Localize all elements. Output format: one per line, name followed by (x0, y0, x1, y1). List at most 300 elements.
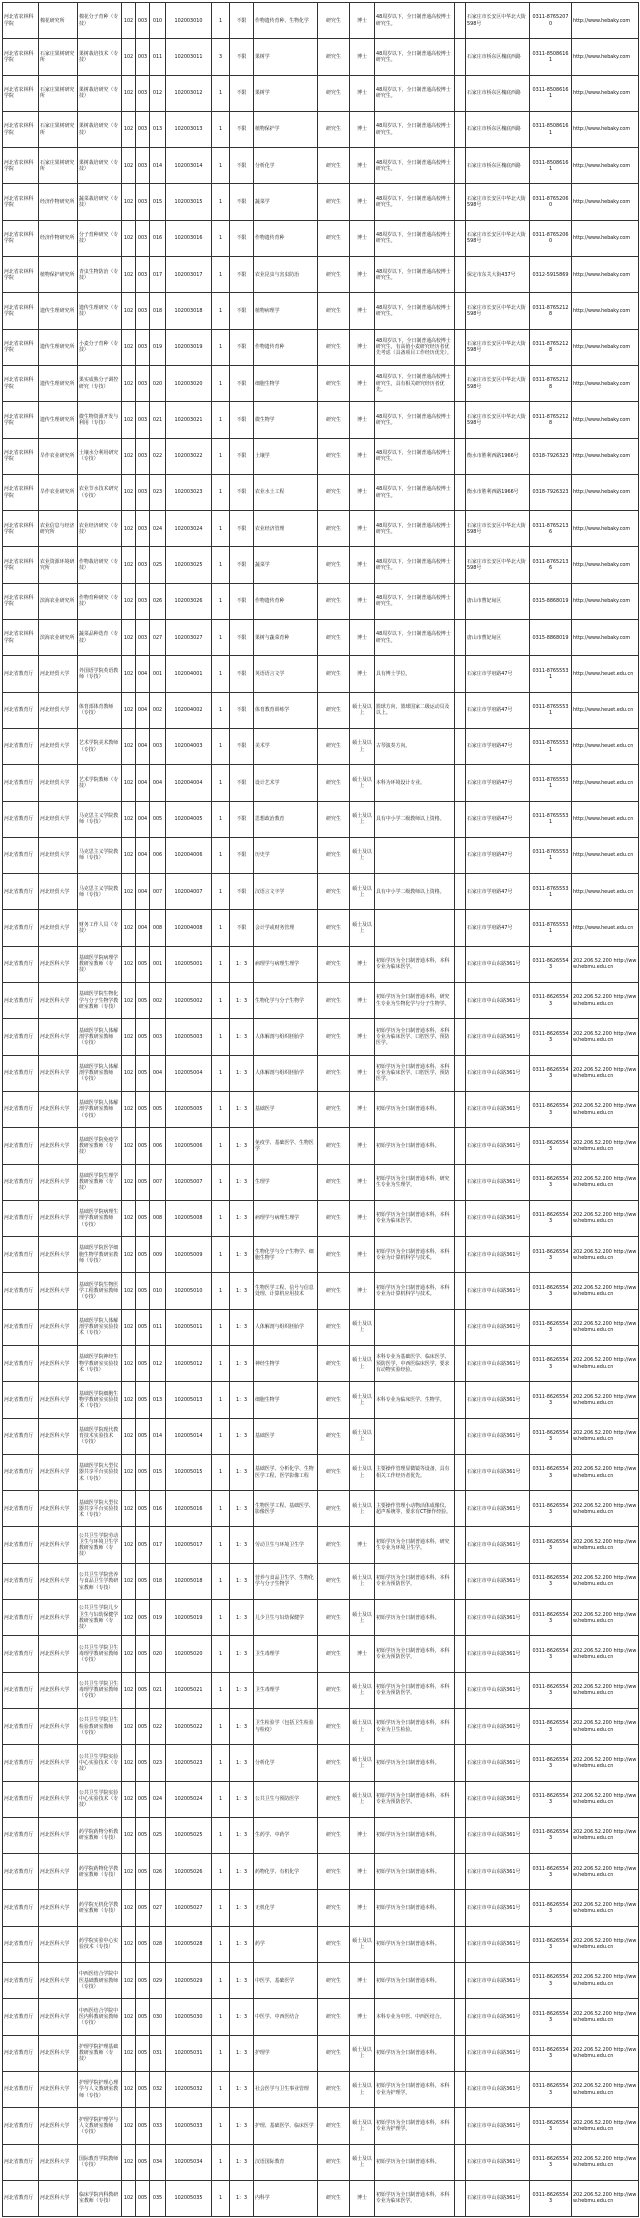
headcount-cell: 1 (212, 1382, 230, 1418)
department-cell: 河北省教育厅 (3, 1781, 39, 1817)
post-name-cell: 棉花分子育种（专技） (78, 3, 122, 39)
phone-cell: 0311-87655531 (530, 692, 572, 728)
degree-cell: 博士 (350, 583, 375, 619)
address-cell: 石家庄市中山东路361号 (466, 1963, 530, 1999)
department-cell: 河北省教育厅 (3, 1708, 39, 1744)
post-code-cell: 102003011 (166, 39, 212, 75)
post-code-cell: 102005009 (166, 1237, 212, 1273)
address-cell: 石家庄市中山东路361号 (466, 1128, 530, 1164)
requirements-cell: 初始学历为全日制普通本科，本科专业为预防医学。 (375, 1563, 455, 1599)
seq-cell: 020 (150, 365, 166, 401)
remark-cell (455, 1745, 466, 1781)
requirements-cell: 48周岁以下，全日制普通高校博士研究生。 (375, 583, 455, 619)
department-cell: 河北省教育厅 (3, 1418, 39, 1454)
address-cell: 石家庄市中山东路361号 (466, 1745, 530, 1781)
degree-cell: 博士 (350, 438, 375, 474)
address-cell: 石家庄市中山东路361号 (466, 1237, 530, 1273)
department-cell: 河北省教育厅 (3, 1200, 39, 1236)
sub-code-cell: 005 (136, 1745, 150, 1781)
education-cell: 研究生 (318, 1454, 350, 1490)
department-cell: 河北省教育厅 (3, 1164, 39, 1200)
unit-cell: 遗传生理研究所 (39, 329, 78, 365)
education-cell: 研究生 (318, 365, 350, 401)
post-code-cell: 102003026 (166, 583, 212, 619)
degree-cell: 博士 (350, 547, 375, 583)
table-row (3, 148, 639, 184)
requirements-cell: 具有中小学二级教师以上资格。 (375, 874, 455, 910)
recruitment-table-sheet (2, 2, 638, 2216)
department-cell: 河北省教育厅 (3, 1672, 39, 1708)
major-cell: 生物医学工程、信号与信息处理、计算机应用技术 (254, 1273, 318, 1309)
remark-cell (455, 1055, 466, 1091)
ratio-cell: 不限 (230, 75, 254, 111)
headcount-cell: 1 (212, 474, 230, 510)
post-code-cell: 102005011 (166, 1309, 212, 1345)
website-cell: http://www.hebaky.com (572, 148, 639, 184)
education-cell: 研究生 (318, 293, 350, 329)
degree-cell: 硕士及以上 (350, 1345, 375, 1381)
requirements-cell: 48周岁以下，全日制普通高校博士研究生。 (375, 111, 455, 147)
post-name-cell: 马克思主义学院教师（专技） (78, 801, 122, 837)
ratio-cell: 1：3 (230, 946, 254, 982)
remark-cell (455, 765, 466, 801)
unit-cell: 河北医科大学 (39, 1527, 78, 1563)
requirements-cell: 初始学历为全日制普通本科，本科专业为卫生检验。 (375, 1708, 455, 1744)
requirements-cell: 初始学历为全日制普通本科。 (375, 1963, 455, 1999)
major-cell: 人体解剖与组织胚胎学 (254, 1055, 318, 1091)
post-code-cell: 102005023 (166, 1745, 212, 1781)
degree-cell: 硕士及以上 (350, 2035, 375, 2071)
sub-code-cell: 005 (136, 2108, 150, 2144)
website-cell: 202.206.52.200 http://www.hebmu.edu.cn (572, 1200, 639, 1236)
sub-code-cell: 005 (136, 1781, 150, 1817)
headcount-cell: 1 (212, 1527, 230, 1563)
unit-cell: 河北医科大学 (39, 1273, 78, 1309)
phone-cell: 0311-86265543 (530, 1055, 572, 1091)
post-name-cell: 护理学院护理基础教研室教师（专技） (78, 2035, 122, 2071)
ratio-cell: 1：3 (230, 1164, 254, 1200)
table-row (3, 1563, 639, 1599)
address-cell: 石家庄市长安区中华北大街598号 (466, 184, 530, 220)
requirements-cell: 具有博士学位。 (375, 656, 455, 692)
sub-code-cell: 005 (136, 1164, 150, 1200)
sub-code-cell: 005 (136, 1890, 150, 1926)
requirements-cell: 主要操作管理显微镜等设备，具有相关工作经历者优先。 (375, 1454, 455, 1490)
major-cell: 儿少卫生与妇幼保健学 (254, 1600, 318, 1636)
degree-cell: 硕士及以上 (350, 1491, 375, 1527)
department-cell: 河北省农林科学院 (3, 184, 39, 220)
requirements-cell: 48周岁以下，全日制普通高校博士研究生。 (375, 293, 455, 329)
requirements-cell: 初始学历为全日制普通本科。 (375, 1128, 455, 1164)
phone-cell: 0311-85086161 (530, 39, 572, 75)
seq-cell: 029 (150, 1963, 166, 1999)
major-cell: 历史学 (254, 837, 318, 873)
remark-cell (455, 2071, 466, 2107)
unit-cell: 河北医科大学 (39, 1454, 78, 1490)
sub-code-cell: 005 (136, 1128, 150, 1164)
table-row (3, 874, 639, 910)
remark-cell (455, 1781, 466, 1817)
unit-code-cell: 102 (122, 438, 136, 474)
phone-cell: 0311-87652128 (530, 402, 572, 438)
department-cell: 河北省教育厅 (3, 1636, 39, 1672)
remark-cell (455, 1672, 466, 1708)
seq-cell: 001 (150, 656, 166, 692)
table-row (3, 728, 639, 764)
education-cell: 研究生 (318, 2035, 350, 2071)
unit-code-cell: 102 (122, 1237, 136, 1273)
major-cell: 农业经济管理 (254, 511, 318, 547)
sub-code-cell: 003 (136, 474, 150, 510)
seq-cell: 025 (150, 547, 166, 583)
table-row (3, 1418, 639, 1454)
remark-cell (455, 1600, 466, 1636)
sub-code-cell: 005 (136, 1817, 150, 1853)
headcount-cell: 1 (212, 111, 230, 147)
unit-cell: 河北医科大学 (39, 983, 78, 1019)
phone-cell: 0315-8868019 (530, 620, 572, 656)
phone-cell: 0311-86265543 (530, 1854, 572, 1890)
remark-cell (455, 2108, 466, 2144)
sub-code-cell: 005 (136, 1708, 150, 1744)
department-cell: 河北省教育厅 (3, 1345, 39, 1381)
headcount-cell: 1 (212, 1273, 230, 1309)
seq-cell: 030 (150, 1999, 166, 2035)
sub-code-cell: 005 (136, 1963, 150, 1999)
education-cell: 研究生 (318, 946, 350, 982)
requirements-cell: 主要操作管理小动物活体成像仪、超声系统等，要求有CT操作经验。 (375, 1491, 455, 1527)
sub-code-cell: 003 (136, 220, 150, 256)
unit-code-cell: 102 (122, 801, 136, 837)
seq-cell: 027 (150, 1890, 166, 1926)
address-cell: 唐山市曹妃甸区 (466, 620, 530, 656)
seq-cell: 014 (150, 148, 166, 184)
major-cell: 作物遗传育种、生物化学 (254, 3, 318, 39)
seq-cell: 022 (150, 1708, 166, 1744)
department-cell: 河北省教育厅 (3, 1128, 39, 1164)
website-cell: http://www.heuet.edu.cn (572, 874, 639, 910)
headcount-cell: 1 (212, 2180, 230, 2216)
degree-cell: 博士 (350, 1128, 375, 1164)
remark-cell (455, 1418, 466, 1454)
website-cell: 202.206.52.200 http://www.hebmu.edu.cn (572, 1781, 639, 1817)
degree-cell: 硕士及以上 (350, 801, 375, 837)
address-cell: 石家庄市学府路47号 (466, 910, 530, 946)
table-row (3, 2180, 639, 2216)
unit-cell: 经济作物研究所 (39, 184, 78, 220)
address-cell: 石家庄市学府路47号 (466, 692, 530, 728)
requirements-cell (375, 1418, 455, 1454)
seq-cell: 014 (150, 1418, 166, 1454)
table-row (3, 1854, 639, 1890)
unit-cell: 河北医科大学 (39, 1128, 78, 1164)
remark-cell (455, 692, 466, 728)
post-name-cell: 财务工作人员（专技） (78, 910, 122, 946)
headcount-cell: 1 (212, 1672, 230, 1708)
website-cell: 202.206.52.200 http://www.hebmu.edu.cn (572, 1309, 639, 1345)
degree-cell: 博士 (350, 620, 375, 656)
sub-code-cell: 005 (136, 2180, 150, 2216)
major-cell: 农业水土工程 (254, 474, 318, 510)
sub-code-cell: 005 (136, 983, 150, 1019)
remark-cell (455, 1817, 466, 1853)
headcount-cell: 1 (212, 1817, 230, 1853)
sub-code-cell: 005 (136, 1636, 150, 1672)
table-row (3, 1345, 639, 1381)
table-row (3, 547, 639, 583)
table-row (3, 765, 639, 801)
remark-cell (455, 148, 466, 184)
major-cell: 细胞生物学 (254, 365, 318, 401)
ratio-cell: 1：3 (230, 1672, 254, 1708)
table-row (3, 184, 639, 220)
degree-cell: 博士 (350, 1890, 375, 1926)
education-cell: 研究生 (318, 402, 350, 438)
website-cell: 202.206.52.200 http://www.hebmu.edu.cn (572, 1273, 639, 1309)
phone-cell: 0311-87655531 (530, 837, 572, 873)
unit-code-cell: 102 (122, 111, 136, 147)
seq-cell: 018 (150, 293, 166, 329)
unit-cell: 河北医科大学 (39, 1382, 78, 1418)
education-cell: 研究生 (318, 2071, 350, 2107)
website-cell: 202.206.52.200 http://www.hebmu.edu.cn (572, 1999, 639, 2035)
remark-cell (455, 2144, 466, 2180)
requirements-cell: 初始学历为全日制普通本科，本科专业为护理学。 (375, 2108, 455, 2144)
unit-cell: 石家庄果树研究所 (39, 39, 78, 75)
table-row (3, 111, 639, 147)
phone-cell: 0311-86265543 (530, 1563, 572, 1599)
unit-cell: 河北医科大学 (39, 2108, 78, 2144)
requirements-cell: 初始学历为全日制普通本科，本科专业为护理学。 (375, 2071, 455, 2107)
website-cell: 202.206.52.200 http://www.hebmu.edu.cn (572, 2180, 639, 2216)
seq-cell: 024 (150, 511, 166, 547)
remark-cell (455, 801, 466, 837)
sub-code-cell: 004 (136, 656, 150, 692)
education-cell: 研究生 (318, 438, 350, 474)
department-cell: 河北省教育厅 (3, 1817, 39, 1853)
unit-cell: 河北医科大学 (39, 1672, 78, 1708)
education-cell: 研究生 (318, 1926, 350, 1962)
ratio-cell: 不限 (230, 39, 254, 75)
post-code-cell: 102004003 (166, 728, 212, 764)
seq-cell: 005 (150, 1091, 166, 1127)
remark-cell (455, 1019, 466, 1055)
table-row (3, 1091, 639, 1127)
degree-cell: 博士 (350, 365, 375, 401)
education-cell: 研究生 (318, 1563, 350, 1599)
seq-cell: 024 (150, 1781, 166, 1817)
department-cell: 河北省教育厅 (3, 2180, 39, 2216)
remark-cell (455, 1854, 466, 1890)
major-cell: 作物遗传育种 (254, 329, 318, 365)
unit-cell: 旱作农业研究所 (39, 438, 78, 474)
address-cell: 石家庄市学府路47号 (466, 728, 530, 764)
headcount-cell: 1 (212, 511, 230, 547)
sub-code-cell: 005 (136, 1600, 150, 1636)
unit-code-cell: 102 (122, 692, 136, 728)
major-cell: 护理学 (254, 2035, 318, 2071)
headcount-cell: 3 (212, 39, 230, 75)
website-cell: 202.206.52.200 http://www.hebmu.edu.cn (572, 1491, 639, 1527)
unit-cell: 河北医科大学 (39, 1963, 78, 1999)
phone-cell: 0311-86265543 (530, 1345, 572, 1381)
website-cell: 202.206.52.200 http://www.hebmu.edu.cn (572, 1382, 639, 1418)
unit-code-cell: 102 (122, 1164, 136, 1200)
requirements-cell: 初始学历为全日制普通本科，本科专业为计算机科学与技术。 (375, 1237, 455, 1273)
department-cell: 河北省教育厅 (3, 837, 39, 873)
ratio-cell: 1：3 (230, 1999, 254, 2035)
remark-cell (455, 1345, 466, 1381)
degree-cell: 硕士及以上 (350, 874, 375, 910)
education-cell: 研究生 (318, 3, 350, 39)
seq-cell: 032 (150, 2071, 166, 2107)
website-cell: 202.206.52.200 http://www.hebmu.edu.cn (572, 1563, 639, 1599)
headcount-cell: 1 (212, 1200, 230, 1236)
degree-cell: 硕士及以上 (350, 910, 375, 946)
post-name-cell: 体育部体育教师（专技） (78, 692, 122, 728)
post-code-cell: 102005003 (166, 1019, 212, 1055)
department-cell: 河北省教育厅 (3, 728, 39, 764)
seq-cell: 002 (150, 983, 166, 1019)
ratio-cell: 1：3 (230, 1128, 254, 1164)
headcount-cell: 1 (212, 1781, 230, 1817)
major-cell: 会计学或财务管理 (254, 910, 318, 946)
unit-code-cell: 102 (122, 1817, 136, 1853)
education-cell: 研究生 (318, 1055, 350, 1091)
table-row (3, 583, 639, 619)
unit-code-cell: 102 (122, 2035, 136, 2071)
ratio-cell: 1：3 (230, 1963, 254, 1999)
requirements-cell: 本科为环境设计专业。 (375, 765, 455, 801)
requirements-cell: 初始学历为全日制普通本科。 (375, 2144, 455, 2180)
post-name-cell: 分子育种研究（专技） (78, 220, 122, 256)
website-cell: http://www.hebaky.com (572, 547, 639, 583)
sub-code-cell: 003 (136, 3, 150, 39)
headcount-cell: 1 (212, 837, 230, 873)
unit-code-cell: 102 (122, 1636, 136, 1672)
sub-code-cell: 004 (136, 801, 150, 837)
ratio-cell: 1：3 (230, 1309, 254, 1345)
table-row (3, 837, 639, 873)
address-cell: 石家庄市中山东路361号 (466, 1382, 530, 1418)
requirements-cell: 初始学历为全日制普通本科。 (375, 1745, 455, 1781)
degree-cell: 硕士及以上 (350, 1454, 375, 1490)
requirements-cell: 初始学历为全日制普通本科。 (375, 1600, 455, 1636)
unit-code-cell: 102 (122, 148, 136, 184)
remark-cell (455, 1563, 466, 1599)
headcount-cell: 1 (212, 620, 230, 656)
unit-code-cell: 102 (122, 2180, 136, 2216)
degree-cell: 硕士及以上 (350, 2144, 375, 2180)
recruitment-table (2, 2, 639, 2217)
unit-cell: 滨海农业研究所 (39, 620, 78, 656)
department-cell: 河北省教育厅 (3, 2035, 39, 2071)
department-cell: 河北省教育厅 (3, 1600, 39, 1636)
unit-code-cell: 102 (122, 1563, 136, 1599)
table-row (3, 1382, 639, 1418)
education-cell: 研究生 (318, 1164, 350, 1200)
post-code-cell: 102004002 (166, 692, 212, 728)
post-name-cell: 基础医学院生理学教研室教师（专技） (78, 1164, 122, 1200)
table-row (3, 1273, 639, 1309)
unit-code-cell: 102 (122, 1382, 136, 1418)
headcount-cell: 1 (212, 1019, 230, 1055)
remark-cell (455, 1708, 466, 1744)
requirements-cell: 48周岁以下，全日制普通高校博士研究生。 (375, 438, 455, 474)
website-cell: http://www.hebaky.com (572, 257, 639, 293)
unit-cell: 河北医科大学 (39, 1817, 78, 1853)
post-name-cell: 基础医学院病理生理学教研室教师（专技） (78, 1200, 122, 1236)
department-cell: 河北省教育厅 (3, 1454, 39, 1490)
department-cell: 河北省教育厅 (3, 983, 39, 1019)
ratio-cell: 1：3 (230, 1273, 254, 1309)
address-cell: 石家庄市中山东路361号 (466, 1454, 530, 1490)
requirements-cell: 初始学历为全日制普通本科，本科专业为预防医学。 (375, 1672, 455, 1708)
sub-code-cell: 003 (136, 438, 150, 474)
department-cell: 河北省教育厅 (3, 1055, 39, 1091)
table-row (3, 2035, 639, 2071)
unit-cell: 河北医科大学 (39, 1708, 78, 1744)
requirements-cell: 48周岁以下，全日制普通高校博士研究生。 (375, 511, 455, 547)
website-cell: http://www.hebaky.com (572, 583, 639, 619)
degree-cell: 硕士及以上 (350, 728, 375, 764)
post-name-cell: 药学院药物分析教研室教师（专技） (78, 1817, 122, 1853)
department-cell: 河北省教育厅 (3, 1019, 39, 1055)
unit-cell: 河北医科大学 (39, 2071, 78, 2107)
unit-code-cell: 102 (122, 75, 136, 111)
ratio-cell: 1：3 (230, 2144, 254, 2180)
phone-cell: 0311-86265543 (530, 1999, 572, 2035)
post-code-cell: 102005035 (166, 2180, 212, 2216)
major-cell: 病理学与病理生理学 (254, 946, 318, 982)
table-row (3, 910, 639, 946)
requirements-cell (375, 910, 455, 946)
post-name-cell: 基础医学院大型仪器共享平台实验技术（专技） (78, 1491, 122, 1527)
ratio-cell: 不限 (230, 365, 254, 401)
department-cell: 河北省教育厅 (3, 1273, 39, 1309)
headcount-cell: 1 (212, 1926, 230, 1962)
ratio-cell: 1：3 (230, 983, 254, 1019)
address-cell: 石家庄市中山东路361号 (466, 1672, 530, 1708)
ratio-cell: 不限 (230, 656, 254, 692)
major-cell: 中医学、基础医学 (254, 1963, 318, 1999)
phone-cell: 0311-86265543 (530, 1817, 572, 1853)
table-row (3, 293, 639, 329)
seq-cell: 026 (150, 1854, 166, 1890)
website-cell: 202.206.52.200 http://www.hebmu.edu.cn (572, 1745, 639, 1781)
degree-cell: 硕士及以上 (350, 2071, 375, 2107)
remark-cell (455, 111, 466, 147)
unit-code-cell: 102 (122, 1091, 136, 1127)
ratio-cell: 不限 (230, 329, 254, 365)
requirements-cell: 具有中小学二级教师以上资格。 (375, 801, 455, 837)
phone-cell: 0311-87655531 (530, 801, 572, 837)
unit-cell: 河北经贸大学 (39, 728, 78, 764)
sub-code-cell: 004 (136, 874, 150, 910)
website-cell: 202.206.52.200 http://www.hebmu.edu.cn (572, 1454, 639, 1490)
address-cell: 石家庄市中山东路361号 (466, 1164, 530, 1200)
remark-cell (455, 75, 466, 111)
degree-cell: 硕士及以上 (350, 1672, 375, 1708)
requirements-cell: 初始学历为全日制普通本科。 (375, 2035, 455, 2071)
post-name-cell: 基础医学院生物化学与分子生物学教研室教师（专技） (78, 983, 122, 1019)
address-cell: 石家庄市中山东路361号 (466, 1273, 530, 1309)
post-code-cell: 102005002 (166, 983, 212, 1019)
headcount-cell: 1 (212, 1563, 230, 1599)
major-cell: 作物遗传育种 (254, 583, 318, 619)
ratio-cell: 1：3 (230, 1055, 254, 1091)
post-name-cell: 基础医学院病理学教研室教师（专技） (78, 946, 122, 982)
